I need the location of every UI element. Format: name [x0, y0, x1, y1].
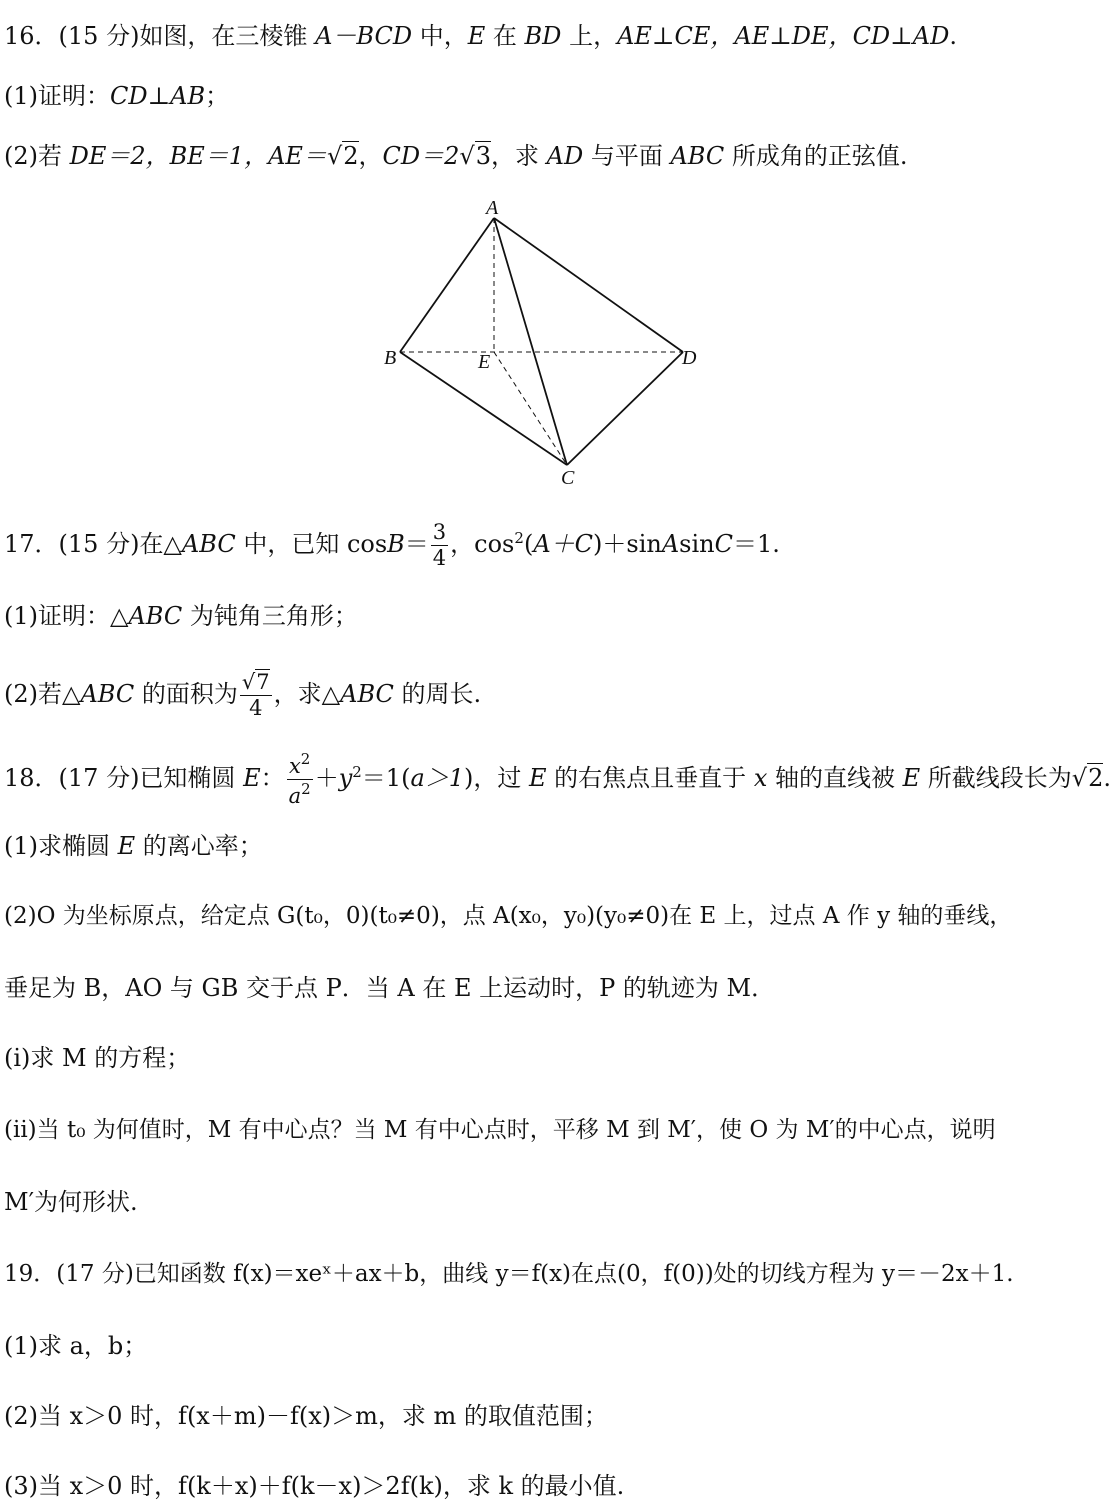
problem-16-part-2: (2)若 DE＝2，BE＝1，AE＝√2，CD＝2√3，求 AD 与平面 ABC 所成角的正弦值.	[4, 142, 908, 170]
problem-19-part-3: (3)当 x＞0 时，f(k＋x)＋f(k－x)＞2f(k)，求 k 的最小值.	[4, 1472, 625, 1500]
problem-17-stem: 17．(15 分)在△ABC 中，已知 cosB＝ $\frac{3}{4}$ ，$\cos^2(A+C)+sinAsinC=1$.	[4, 520, 780, 570]
problem-18-part-2-line-1: (2)O 为坐标原点，给定点 G(t₀，0)(t₀≠0)，点 A(x₀，y₀)(y₀≠0)在 E 上，过点 A 作 y 轴的垂线，	[4, 903, 1013, 929]
problem-18-part-2-line-2: 垂足为 B，AO 与 GB 交于点 P．当 A 在 E 上运动时，P 的轨迹为 M．	[4, 974, 776, 1002]
fraction-root7-over-4: $\frac{√7}{4}$	[241, 670, 270, 720]
problem-18-part-ii-line-1: (ii)当 t₀ 为何值时，M 有中心点？当 M 有中心点时，平移 M 到 M′，使 O 为 M′的中心点，说明	[4, 1117, 996, 1143]
problem-18-part-1: (1)求椭圆 E 的离心率；	[4, 832, 263, 860]
problem-number: 19．(17 分)	[4, 1261, 134, 1287]
problem-number: 16．(15 分)	[4, 22, 140, 50]
edge-ad	[494, 218, 683, 352]
problem-19-part-1: (1)求 a，b；	[4, 1332, 148, 1360]
problem-19-stem: 19．(17 分)已知函数 f(x)＝xeˣ＋ax＋b，曲线 y＝f(x)在点(0，f(0))处的切线方程为 y＝－2x＋1.	[4, 1261, 1014, 1287]
edge-ab	[400, 218, 494, 352]
problem-19-part-2: (2)当 x＞0 时，f(x＋m)－f(x)＞m，求 m 的取值范围；	[4, 1402, 608, 1430]
problem-17-part-2: (2)若△ABC 的面积为 $\frac{√7}{4}$ ，求△ABC 的周长.	[4, 670, 482, 720]
edge-dc	[567, 352, 683, 465]
fraction-x2-over-a2: $\frac{x^2}{a^2}$	[288, 750, 311, 808]
vertex-label-e: E	[478, 351, 491, 373]
problem-16-stem: 16．(15 分)如图，在三棱锥 A－BCD 中，E 在 BD 上，AE⊥CE，AE⊥DE，CD⊥AD.	[4, 22, 957, 50]
vertex-label-a: A	[486, 197, 499, 219]
problem-number: 17．(15 分)	[4, 530, 140, 558]
vertex-label-d: D	[682, 347, 697, 369]
vertex-label-c: C	[561, 467, 575, 489]
problem-18-part-i: (i)求 M 的方程；	[4, 1044, 191, 1072]
vertex-label-b: B	[384, 347, 397, 369]
problem-number: 18．(17 分)	[4, 764, 140, 792]
problem-16-part-1: (1)证明：CD⊥AB；	[4, 82, 230, 110]
edge-ac	[494, 218, 567, 465]
fraction-three-quarters: $\frac{3}{4}$	[432, 520, 447, 570]
problem-17-part-1: (1)证明：△ABC 为钝角三角形；	[4, 602, 358, 630]
tetrahedron-diagram	[0, 190, 1080, 490]
problem-18-stem: 18．(17 分)已知椭圆 E： $\frac{x^2}{a^2}$ $+y^2=1(a>1)$，过 E 的右焦点且垂直于 x 轴的直线被 E 所截线段长为√2.	[4, 750, 1111, 808]
hidden-segment-ec	[494, 352, 567, 465]
problem-18-part-ii-line-2: M′为何形状.	[4, 1188, 138, 1216]
